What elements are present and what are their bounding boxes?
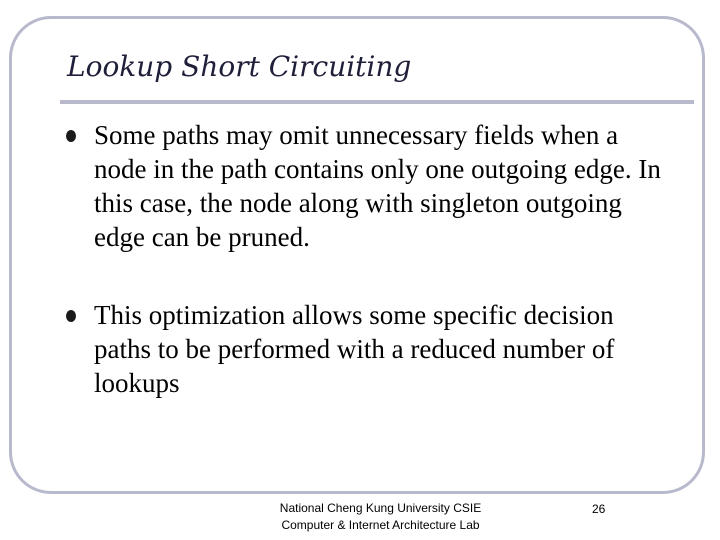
title-underline: [60, 100, 694, 104]
bullet-item: [58, 118, 668, 254]
bullet-text: Some paths may omit unnecessary fields when a node in the path contains only one outgoing edge. In this case, the node along with singleton outgoing edge can be pruned.: [94, 120, 661, 252]
bullet-list: [58, 118, 668, 400]
bullet-text: This optimization allows some specific decision paths to be performed with a reduced number of lookups: [94, 300, 615, 398]
bullet-dot-icon: [66, 130, 76, 142]
bullet-item: [58, 298, 668, 400]
page-number: 26: [592, 502, 606, 516]
footer-org-line-1: National Cheng Kung University CSIE: [279, 501, 482, 515]
footer-organization: [248, 500, 513, 534]
bullet-dot-icon: [66, 310, 76, 322]
footer-org-line-2: Computer & Internet Architecture Lab: [281, 518, 480, 532]
slide-title: Lookup Short Circuiting: [67, 50, 412, 83]
